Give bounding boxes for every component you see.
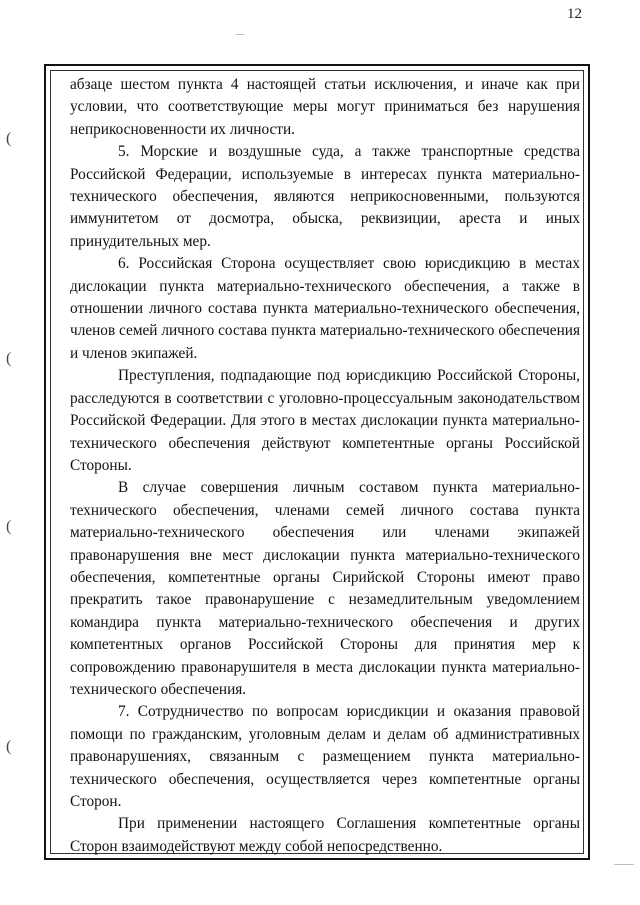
paragraph-interaction: При применении настоящего Соглашения компетентные органы Сторон взаимодействуют между собой непосредственно. [70, 815, 580, 855]
paragraph-item-6: 6. Российская Сторона осуществляет свою юрисдикцию в местах дислокации пункта материально-технического обеспечения, а также в отношении личного состава пункта материально-технического обеспечения, членов семей личного состава пункта материально-технического обеспечения и членов экипажей. [70, 255, 580, 362]
scan-speck [236, 34, 244, 35]
margin-mark: ( [6, 738, 12, 755]
margin-mark: ( [6, 130, 12, 147]
document-body [70, 74, 580, 858]
page-number: 12 [567, 6, 582, 22]
bottom-speck [614, 864, 634, 865]
paragraph-offenses: В случае совершения личным составом пункта материально-технического обеспечения, членами семей личного состава пункта материально-технического обеспечения или членами экипажей правонарушения вне мест дислокации пункта материально-технического обеспечения, компетентные органы Сирийской Стороны имеют право прекратить такое правонарушение с незамедлительным уведомлением командира пункта материально-технического обеспечения и других компетентных органов Российской Стороны для принятия мер к сопровождению правонарушителя в места дислокации пункта материально-технического обеспечения. [70, 479, 580, 698]
paragraph-continuation: абзаце шестом пункта 4 настоящей статьи исключения, и иначе как при условии, что соответствующие меры могут приниматься без нарушения неприкосновенности их личности. [70, 76, 580, 138]
paragraph-crimes: Преступления, подпадающие под юрисдикцию Российской Стороны, расследуются в соответствии с уголовно-процессуальным законодательством Российской Федерации. Для этого в местах дислокации пункта материально-технического обеспечения действуют компетентные органы Российской Стороны. [70, 367, 580, 474]
margin-mark: ( [6, 518, 12, 535]
paragraph-item-7: 7. Сотрудничество по вопросам юрисдикции и оказания правовой помощи по гражданским, уголовным делам и делам об административных правонарушениях, связанным с размещением пункта материально-технического обеспечения, осуществляется через компетентные органы Сторон. [70, 703, 580, 810]
margin-mark: ( [6, 350, 12, 367]
paragraph-item-5: 5. Морские и воздушные суда, а также транспортные средства Российской Федерации, используемые в интересах пункта материально-технического обеспечения, являются неприкосновенными, пользуются иммунитетом от досмотра, обыска, реквизиции, ареста и иных принудительных мер. [70, 143, 580, 250]
